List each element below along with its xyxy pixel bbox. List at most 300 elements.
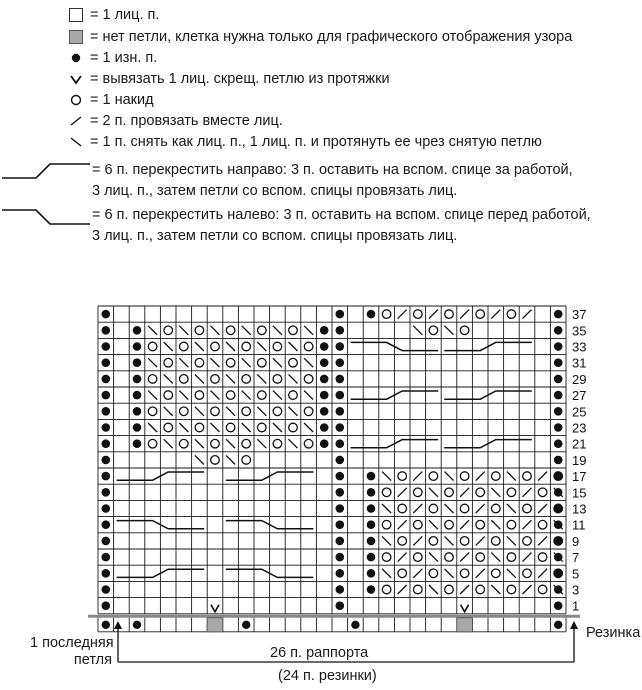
yarn-over-circle <box>523 569 532 578</box>
yarn-over-circle <box>429 537 438 546</box>
yarn-over-circle <box>445 310 454 319</box>
ssk-backslash <box>304 391 313 400</box>
k2tog-slash <box>491 310 500 319</box>
ssk-backslash <box>507 569 516 578</box>
purl-dot <box>320 375 329 384</box>
purl-dot <box>102 520 111 529</box>
ssk-backslash <box>211 423 220 432</box>
rib-purl-dot <box>133 621 141 629</box>
k2tog-slash <box>523 488 532 497</box>
purl-dot <box>102 326 111 335</box>
purl-dot <box>554 310 563 319</box>
purl-dot <box>554 601 563 610</box>
ssk-backslash <box>273 326 282 335</box>
ssk-backslash <box>289 439 298 448</box>
ssk-backslash <box>491 585 500 594</box>
legend-item-purl: = 1 изн. п. <box>68 49 157 67</box>
yarn-over-circle <box>445 520 454 529</box>
purl-dot <box>336 439 345 448</box>
yarn-over-circle <box>538 585 547 594</box>
yarn-over-circle <box>164 358 173 367</box>
ssk-backslash <box>257 374 266 383</box>
k2tog-slash <box>398 310 407 319</box>
purl-dot <box>336 504 345 513</box>
purl-dot <box>367 585 376 594</box>
row-number: 29 <box>572 371 587 387</box>
purl-dot <box>554 375 563 384</box>
yarn-over-circle <box>429 504 438 513</box>
yarn-over-circle <box>460 537 469 546</box>
k2tog-slash <box>398 585 407 594</box>
purl-dot <box>102 423 111 432</box>
k2tog-slash <box>476 536 485 545</box>
ssk-backslash <box>179 358 188 367</box>
ssk-backslash <box>491 553 500 562</box>
yarn-over-circle <box>164 423 173 432</box>
ssk-backslash <box>289 374 298 383</box>
row-number: 35 <box>572 323 587 339</box>
ssk-backslash <box>429 585 438 594</box>
yarn-over-circle <box>538 520 547 529</box>
yarn-over-circle <box>289 326 298 335</box>
purl-dot <box>554 423 563 432</box>
ssk-backslash <box>195 407 204 416</box>
ssk-backslash <box>226 342 235 351</box>
rib-purl-dot <box>554 621 562 629</box>
ssk-backslash <box>382 569 391 578</box>
ssk-backslash <box>429 553 438 562</box>
yarn-over-circle <box>304 375 313 384</box>
purl-dot <box>320 423 329 432</box>
ssk-backslash <box>242 326 251 335</box>
row-number: 9 <box>572 533 580 549</box>
yarn-over-circle <box>226 391 235 400</box>
purl-dot <box>336 375 345 384</box>
k2tog-slash <box>398 553 407 562</box>
repeat-label: 26 п. раппорта <box>270 645 369 661</box>
yarn-over-circle <box>273 342 282 351</box>
rib-purl-dot <box>102 621 110 629</box>
purl-dot <box>102 407 111 416</box>
ssk-backslash <box>164 374 173 383</box>
yarn-over-circle <box>492 472 501 481</box>
yarn-over-circle <box>492 537 501 546</box>
k2tog-slash <box>429 310 438 319</box>
purl-dot <box>102 472 111 481</box>
right-arrow-head <box>570 621 578 629</box>
k2tog-slash <box>460 585 469 594</box>
purl-dot <box>336 601 345 610</box>
yarn-over-circle <box>180 375 189 384</box>
yarn-over-circle <box>195 326 204 335</box>
purl-dot <box>102 488 111 497</box>
yarn-over-circle <box>429 326 438 335</box>
yarn-over-circle <box>242 456 251 465</box>
yarn-over-circle <box>476 585 485 594</box>
purl-dot <box>554 391 563 400</box>
k2tog-slash <box>538 472 547 481</box>
yarn-over-circle <box>476 520 485 529</box>
purl-dot <box>367 504 376 513</box>
yarn-over-circle <box>273 407 282 416</box>
yarn-over-circle <box>398 569 407 578</box>
row-number: 7 <box>572 550 580 566</box>
purl-dot <box>367 488 376 497</box>
purl-dot <box>102 358 111 367</box>
purl-dot <box>102 585 111 594</box>
ssk-backslash <box>257 407 266 416</box>
purl-dot <box>336 391 345 400</box>
ssk-backslash <box>429 488 438 497</box>
row-number: 31 <box>572 355 587 371</box>
yarn-over-circle <box>476 488 485 497</box>
purl-dot <box>320 326 329 335</box>
ssk-backslash <box>211 391 220 400</box>
ssk-backslash <box>148 358 157 367</box>
yarn-over-circle <box>507 553 516 562</box>
purl-dot <box>367 310 376 319</box>
ssk-backslash <box>195 455 204 464</box>
yarn-over-circle <box>382 488 391 497</box>
k2tog-slash <box>413 472 422 481</box>
row-number: 3 <box>572 582 580 598</box>
ssk-backslash <box>257 439 266 448</box>
ssk-backslash <box>429 520 438 529</box>
ssk-backslash <box>179 391 188 400</box>
yarn-over-circle <box>195 358 204 367</box>
purl-dot <box>320 407 329 416</box>
legend-cable-left: = 6 п. перекрестить налево: 3 п. оставить на вспом. спице перед работой, 3 лиц. п., затем петли со вспом. спицы провязать лиц. <box>92 207 591 244</box>
purl-dot <box>133 407 142 416</box>
legend-item-ssk: = 1 п. снять как лиц. п., 1 лиц. п. и протянуть ее чрез снятую петлю <box>68 133 542 151</box>
yarn-over-circle <box>460 569 469 578</box>
k2tog-slash <box>538 504 547 513</box>
rib-purl-dot <box>242 621 250 629</box>
yarn-over-circle <box>148 439 157 448</box>
yarn-over-circle <box>148 342 157 351</box>
ssk-backslash <box>179 423 188 432</box>
yarn-over-circle <box>289 423 298 432</box>
ssk-backslash <box>179 326 188 335</box>
k2tog-slash <box>398 488 407 497</box>
yarn-over-circle <box>382 310 391 319</box>
yarn-over-circle <box>258 358 267 367</box>
k2tog-slash <box>460 553 469 562</box>
k2tog-slash <box>460 310 469 319</box>
yarn-over-circle <box>180 407 189 416</box>
row-number: 1 <box>572 598 580 614</box>
yarn-over-circle <box>429 472 438 481</box>
yarn-over-circle <box>382 553 391 562</box>
yarn-over-circle <box>304 407 313 416</box>
yarn-over-circle <box>523 472 532 481</box>
yarn-over-circle <box>414 310 423 319</box>
purl-dot <box>367 537 376 546</box>
yarn-over-circle <box>195 391 204 400</box>
ssk-backslash <box>445 472 454 481</box>
purl-dot <box>554 326 563 335</box>
yarn-over-circle <box>258 423 267 432</box>
yarn-over-circle <box>414 520 423 529</box>
legend-cable-right: = 6 п. перекрестить направо: 3 п. оставить на вспом. спице за работой, 3 лиц. п., затем петли со вспом. спицы провязать лиц. <box>92 162 573 199</box>
k2tog-slash <box>413 504 422 513</box>
purl-dot <box>336 569 345 578</box>
k2tog-slash <box>523 553 532 562</box>
yarn-over-circle <box>148 407 157 416</box>
yarn-over-circle <box>211 375 220 384</box>
yarn-over-circle <box>226 326 235 335</box>
ssk-backslash <box>507 472 516 481</box>
rib-count-label: (24 п. резинки) <box>278 668 377 684</box>
yarn-over-circle <box>523 537 532 546</box>
ssk-backslash <box>242 358 251 367</box>
purl-dot <box>367 569 376 578</box>
purl-dot <box>367 520 376 529</box>
k2tog-slash <box>523 310 532 319</box>
yarn-over-circle <box>507 585 516 594</box>
purl-dot <box>102 504 111 513</box>
k2tog-slash <box>460 520 469 529</box>
purl-dot <box>336 342 345 351</box>
ssk-backslash <box>445 504 454 513</box>
k2tog-slash <box>476 569 485 578</box>
row-number: 15 <box>572 485 587 501</box>
yarn-over-circle <box>211 407 220 416</box>
yarn-over-circle <box>195 423 204 432</box>
ssk-backslash <box>195 342 204 351</box>
purl-dot <box>133 423 142 432</box>
ssk-backslash <box>273 358 282 367</box>
purl-dot <box>133 391 142 400</box>
purl-dot <box>102 310 111 319</box>
purl-dot <box>102 375 111 384</box>
legend-item-k2tog: = 2 п. провязать вместе лиц. <box>68 112 283 130</box>
ssk-backslash <box>382 504 391 513</box>
purl-dot <box>320 391 329 400</box>
yarn-over-circle <box>460 504 469 513</box>
row-number: 11 <box>572 517 586 533</box>
purl-dot <box>102 391 111 400</box>
purl-dot <box>336 456 345 465</box>
yarn-over-circle <box>242 439 251 448</box>
ssk-backslash <box>195 374 204 383</box>
purl-dot <box>336 585 345 594</box>
row-number: 17 <box>572 469 587 485</box>
purl-dot <box>133 439 142 448</box>
yarn-over-circle <box>492 569 501 578</box>
yarn-over-circle <box>507 310 516 319</box>
yarn-over-circle <box>492 504 501 513</box>
yarn-over-circle <box>460 472 469 481</box>
yarn-over-circle <box>289 391 298 400</box>
ssk-backslash <box>289 407 298 416</box>
ssk-backslash <box>289 342 298 351</box>
k2tog-slash <box>476 504 485 513</box>
rib-label: Резинка <box>586 625 641 641</box>
yarn-over-circle <box>258 326 267 335</box>
yarn-over-circle <box>398 504 407 513</box>
ssk-backslash <box>242 423 251 432</box>
v-mark <box>461 605 469 612</box>
yarn-over-circle <box>180 342 189 351</box>
purl-dot <box>336 407 345 416</box>
yarn-over-circle <box>414 553 423 562</box>
purl-dot <box>102 601 111 610</box>
k2tog-slash <box>538 536 547 545</box>
yarn-over-circle <box>414 488 423 497</box>
row-number: 19 <box>572 452 587 468</box>
purl-dot <box>554 358 563 367</box>
purl-dot <box>336 326 345 335</box>
no-stitch-cell <box>457 618 473 632</box>
ssk-backslash <box>226 374 235 383</box>
purl-dot <box>102 537 111 546</box>
yarn-over-circle <box>382 585 391 594</box>
ssk-backslash <box>148 423 157 432</box>
yarn-over-circle <box>414 585 423 594</box>
purl-dot <box>336 472 345 481</box>
purl-dot <box>336 310 345 319</box>
yarn-over-circle <box>304 439 313 448</box>
yarn-over-circle <box>242 375 251 384</box>
yarn-over-circle <box>211 439 220 448</box>
row-number: 25 <box>572 404 587 420</box>
k2tog-slash <box>413 569 422 578</box>
ssk-backslash <box>507 536 516 545</box>
rib-purl-dot <box>351 621 359 629</box>
purl-dot <box>102 553 111 562</box>
purl-dot <box>133 342 142 351</box>
ssk-backslash <box>257 342 266 351</box>
yarn-over-circle <box>226 423 235 432</box>
yarn-over-circle <box>476 310 485 319</box>
ssk-backslash <box>226 407 235 416</box>
yarn-over-circle <box>242 342 251 351</box>
yarn-over-circle <box>211 342 220 351</box>
yarn-over-circle <box>273 439 282 448</box>
ssk-backslash <box>226 455 235 464</box>
yarn-over-circle <box>289 358 298 367</box>
yarn-over-circle <box>382 520 391 529</box>
yarn-over-circle <box>523 504 532 513</box>
yarn-over-circle <box>148 375 157 384</box>
ssk-backslash <box>304 423 313 432</box>
purl-dot <box>320 342 329 351</box>
legend-item-no-stitch: = нет петли, клетка нужна только для графического отображения узора <box>68 28 572 46</box>
yarn-over-circle <box>258 391 267 400</box>
purl-dot <box>102 342 111 351</box>
ssk-backslash <box>304 326 313 335</box>
v-mark <box>211 605 219 612</box>
k2tog-slash <box>538 569 547 578</box>
ssk-backslash <box>148 326 157 335</box>
ssk-backslash <box>445 569 454 578</box>
row-number: 5 <box>572 566 580 582</box>
legend-item-v: = вывязать 1 лиц. скрещ. петлю из протяжки <box>68 70 390 88</box>
k2tog-slash <box>523 585 532 594</box>
row-number: 21 <box>572 436 587 452</box>
purl-dot <box>133 358 142 367</box>
yarn-over-circle <box>445 488 454 497</box>
ssk-backslash <box>507 504 516 513</box>
yarn-over-circle <box>445 553 454 562</box>
k2tog-slash <box>476 472 485 481</box>
yarn-over-circle <box>538 553 547 562</box>
purl-dot <box>367 472 376 481</box>
legend-item-yarn-over: = 1 накид <box>68 91 154 109</box>
ssk-backslash <box>148 391 157 400</box>
legend-item-knit: = 1 лиц. п. <box>68 6 159 24</box>
ssk-backslash <box>491 488 500 497</box>
purl-dot <box>554 439 563 448</box>
purl-dot <box>336 488 345 497</box>
yarn-over-circle <box>164 391 173 400</box>
ssk-backslash <box>164 342 173 351</box>
row-number: 27 <box>572 388 587 404</box>
ssk-backslash <box>445 326 454 335</box>
ssk-backslash <box>226 439 235 448</box>
purl-dot <box>554 407 563 416</box>
yarn-over-circle <box>211 456 220 465</box>
purl-dot <box>320 439 329 448</box>
no-stitch-cell <box>207 618 223 632</box>
ssk-backslash <box>242 391 251 400</box>
purl-dot <box>554 456 563 465</box>
ssk-backslash <box>304 358 313 367</box>
yarn-over-circle <box>226 358 235 367</box>
yarn-over-circle <box>273 375 282 384</box>
yarn-over-circle <box>398 537 407 546</box>
row-number: 37 <box>572 307 587 323</box>
ssk-backslash <box>211 326 220 335</box>
yarn-over-circle <box>429 569 438 578</box>
purl-dot <box>336 537 345 546</box>
purl-dot <box>336 358 345 367</box>
purl-dot <box>554 342 563 351</box>
k2tog-slash <box>523 520 532 529</box>
k2tog-slash <box>398 520 407 529</box>
yarn-over-circle <box>164 326 173 335</box>
ssk-backslash <box>273 423 282 432</box>
yarn-over-circle <box>304 342 313 351</box>
ssk-backslash <box>413 326 422 335</box>
yarn-over-circle <box>242 407 251 416</box>
yarn-over-circle <box>507 520 516 529</box>
ssk-backslash <box>491 520 500 529</box>
purl-dot <box>320 358 329 367</box>
ssk-backslash <box>195 439 204 448</box>
row-number: 33 <box>572 339 587 355</box>
purl-dot <box>367 553 376 562</box>
last-loop-label: 1 последняя петля <box>30 635 114 668</box>
purl-dot <box>336 423 345 432</box>
yarn-over-circle <box>398 472 407 481</box>
purl-dot <box>133 326 142 335</box>
purl-dot <box>336 553 345 562</box>
purl-dot <box>102 569 111 578</box>
ssk-backslash <box>382 472 391 481</box>
ssk-backslash <box>211 358 220 367</box>
k2tog-slash <box>413 536 422 545</box>
row-number: 23 <box>572 420 587 436</box>
purl-dot <box>102 439 111 448</box>
ssk-backslash <box>164 439 173 448</box>
yarn-over-circle <box>180 439 189 448</box>
yarn-over-circle <box>538 488 547 497</box>
purl-dot <box>133 375 142 384</box>
ssk-backslash <box>445 536 454 545</box>
ssk-backslash <box>273 391 282 400</box>
